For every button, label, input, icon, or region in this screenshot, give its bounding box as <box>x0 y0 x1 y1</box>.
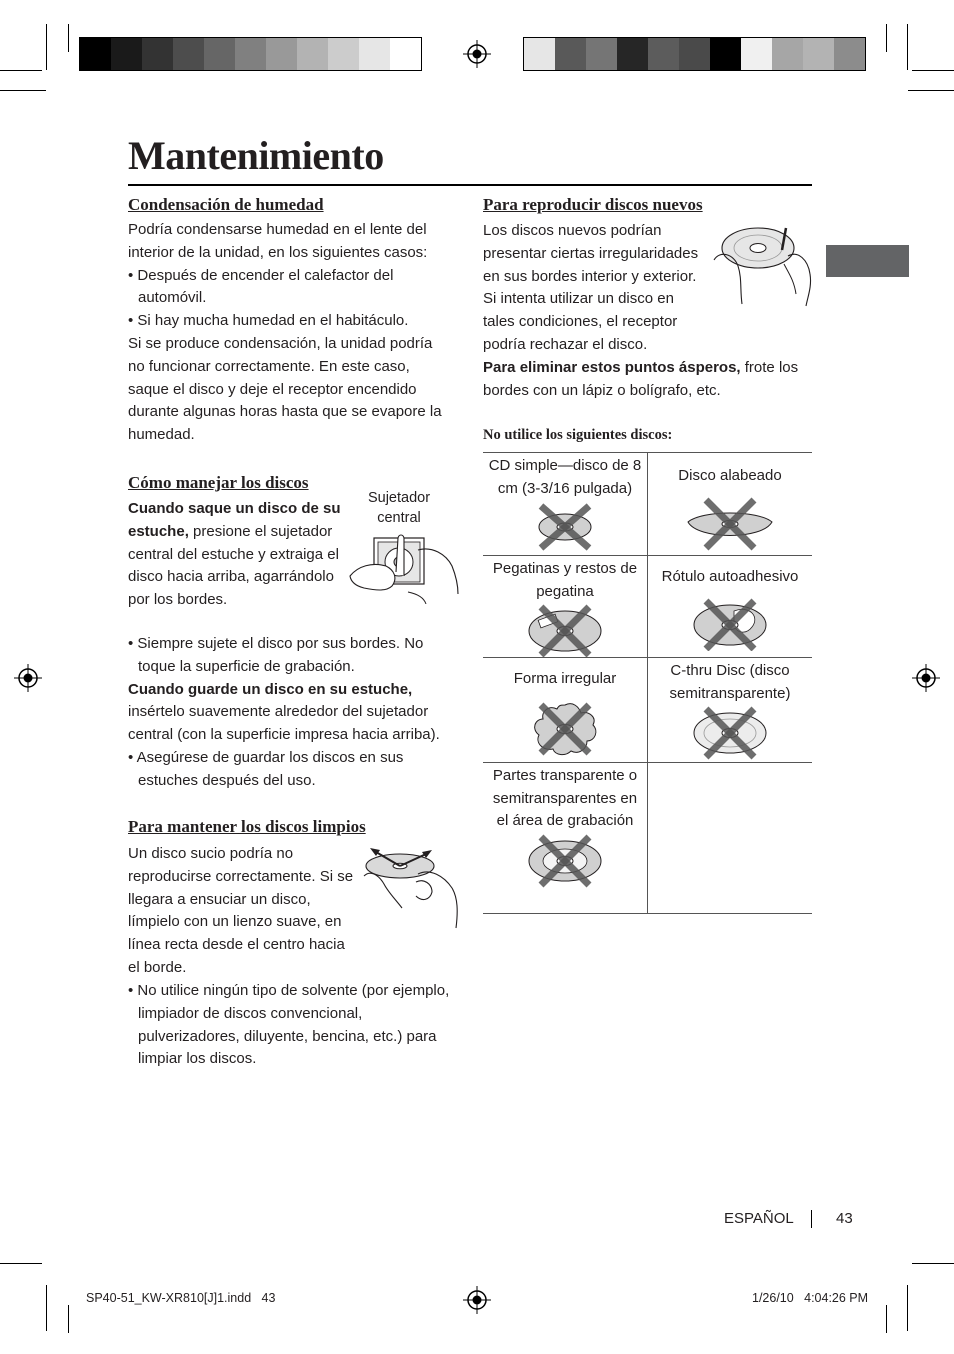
warped-disc-crossed-icon <box>682 496 778 554</box>
disc-case-hand-illustration <box>348 532 460 604</box>
handling-bullet: • Siempre sujete el disco por sus bordes. No toque la superficie de grabación. <box>128 635 424 675</box>
crop-mark <box>886 24 887 52</box>
condensation-section <box>128 219 450 447</box>
new-discs-body: Los discos nuevos podrían presentar ciertas irregularidades en sus bordes interior y exterior. Si intenta utilizar un disco en tales condiciones, el receptor podría rechazar el disco. <box>483 222 699 353</box>
slug-timestamp: 1/26/10 4:04:26 PM <box>752 1291 869 1305</box>
crop-mark <box>46 24 47 70</box>
page-number: 43 <box>836 1210 853 1227</box>
cell-label: C-thru Disc (disco semitransparente) <box>669 662 791 702</box>
crop-mark <box>0 90 46 91</box>
crop-mark <box>907 24 908 70</box>
crop-mark <box>886 1305 887 1333</box>
registration-target-icon <box>463 40 491 68</box>
crop-mark <box>68 24 69 52</box>
center-holder-label: Sujetador central <box>367 490 431 526</box>
condensation-intro: Podría condensarse humedad en el lente del interior de la unidad, en los siguientes casos: <box>128 221 428 261</box>
transparent-ring-disc-crossed-icon <box>525 833 605 889</box>
table-cell-small-cd <box>483 453 647 554</box>
crop-mark <box>68 1305 69 1333</box>
new-discs-remove <box>483 357 813 403</box>
crop-mark <box>912 70 954 71</box>
table-cell-transparent-parts <box>483 763 647 889</box>
crop-mark <box>912 1263 954 1264</box>
store-text: insértelo suavemente alrededor del sujetador central (con la superficie impresa hacia arriba). <box>128 703 440 744</box>
new-disc-pencil-illustration <box>712 220 814 308</box>
cleaning-bullet: • No utilice ningún tipo de solvente (por ejemplo, limpiador de discos convencional, pulverizadores, diluyente, bencina, etc.) para limpiar los discos. <box>128 982 450 1068</box>
handling-bullet: • Asegúrese de guardar los discos en sus estuches después del uso. <box>128 748 404 789</box>
cell-label: Pegatinas y restos de pegatina <box>492 560 638 600</box>
cell-label: Forma irregular <box>513 670 617 687</box>
new-discs-remove-text: frote los bordes con un lápiz o bolígrafo, etc. <box>483 359 799 399</box>
table-cell-stickers <box>483 556 647 657</box>
handling-rest <box>128 633 450 793</box>
crop-mark <box>0 70 42 71</box>
crop-mark <box>0 1263 42 1264</box>
sticker-disc-crossed-icon <box>525 603 605 657</box>
label-disc-crossed-icon <box>690 597 770 651</box>
cleaning-heading: Para mantener los discos limpios <box>128 817 366 836</box>
new-discs-remove-bold: Para eliminar estos puntos ásperos, <box>483 359 741 376</box>
new-discs-heading: Para reproducir discos nuevos <box>483 195 703 214</box>
condensation-bullet: • Si hay mucha humedad en el habitáculo. <box>128 312 409 330</box>
color-bar-frame <box>523 37 866 71</box>
table-cell-cthru-disc <box>648 658 812 761</box>
cleaning-body: Un disco sucio podría no reproducirse correctamente. Si se llegara a ensuciar un disco, límpielo con un lienzo suave, en línea recta desde el centro hacia el borde. <box>128 845 354 976</box>
handling-heading: Cómo manejar los discos <box>128 473 309 492</box>
title-rule <box>128 184 812 186</box>
condensation-body: Si se produce condensación, la unidad podría no funcionar correctamente. En este caso, saque el disco y deje el receptor encendido durante algunas horas hasta que se evapore la humedad. <box>128 334 442 444</box>
irregular-disc-crossed-icon <box>529 699 601 757</box>
disc-cleaning-illustration <box>360 840 460 932</box>
cell-label: Rótulo autoadhesivo <box>661 568 799 585</box>
cell-label: Disco alabeado <box>678 467 782 484</box>
cthru-disc-crossed-icon <box>690 705 770 761</box>
footer-divider <box>811 1210 812 1228</box>
handling-remove-paragraph <box>128 498 342 612</box>
remove-bold: Cuando saque un disco de su estuche, <box>128 500 341 540</box>
table-cell-empty <box>648 763 812 765</box>
table-cell-irregular-shape <box>483 658 647 757</box>
cell-label: CD simple—disco de 8 cm (3-3/16 pulgada) <box>488 457 642 497</box>
crop-mark <box>46 1285 47 1331</box>
condensation-heading: Condensación de humedad <box>128 195 324 214</box>
registration-target-icon <box>912 664 940 692</box>
cell-label <box>648 763 812 765</box>
slug-filename: SP40-51_KW-XR810[J]1.indd 43 <box>86 1291 276 1305</box>
crop-mark <box>907 1285 908 1331</box>
do-not-use-table <box>483 452 812 914</box>
registration-target-icon <box>463 1286 491 1314</box>
table-cell-warped-disc <box>648 453 812 554</box>
crop-mark <box>908 90 954 91</box>
condensation-bullet: • Después de encender el calefactor del automóvil. <box>128 266 394 307</box>
table-cell-adhesive-label <box>648 556 812 651</box>
cell-label: Partes transparente o semitransparentes en el área de grabación <box>492 767 638 829</box>
page-title: Mantenimiento <box>128 133 384 178</box>
footer-language: ESPAÑOL <box>724 1210 794 1227</box>
store-bold: Cuando guarde un disco en su estuche, <box>128 680 413 698</box>
do-not-use-heading: No utilice los siguientes discos: <box>483 427 673 443</box>
registration-target-icon <box>14 664 42 692</box>
color-bar-frame <box>79 37 422 71</box>
remove-text: presione el sujetador central del estuche y extraiga el disco hacia arriba, agarrándolo por los bordes. <box>128 522 339 609</box>
section-tab <box>826 245 909 277</box>
small-cd-crossed-icon <box>533 500 597 554</box>
